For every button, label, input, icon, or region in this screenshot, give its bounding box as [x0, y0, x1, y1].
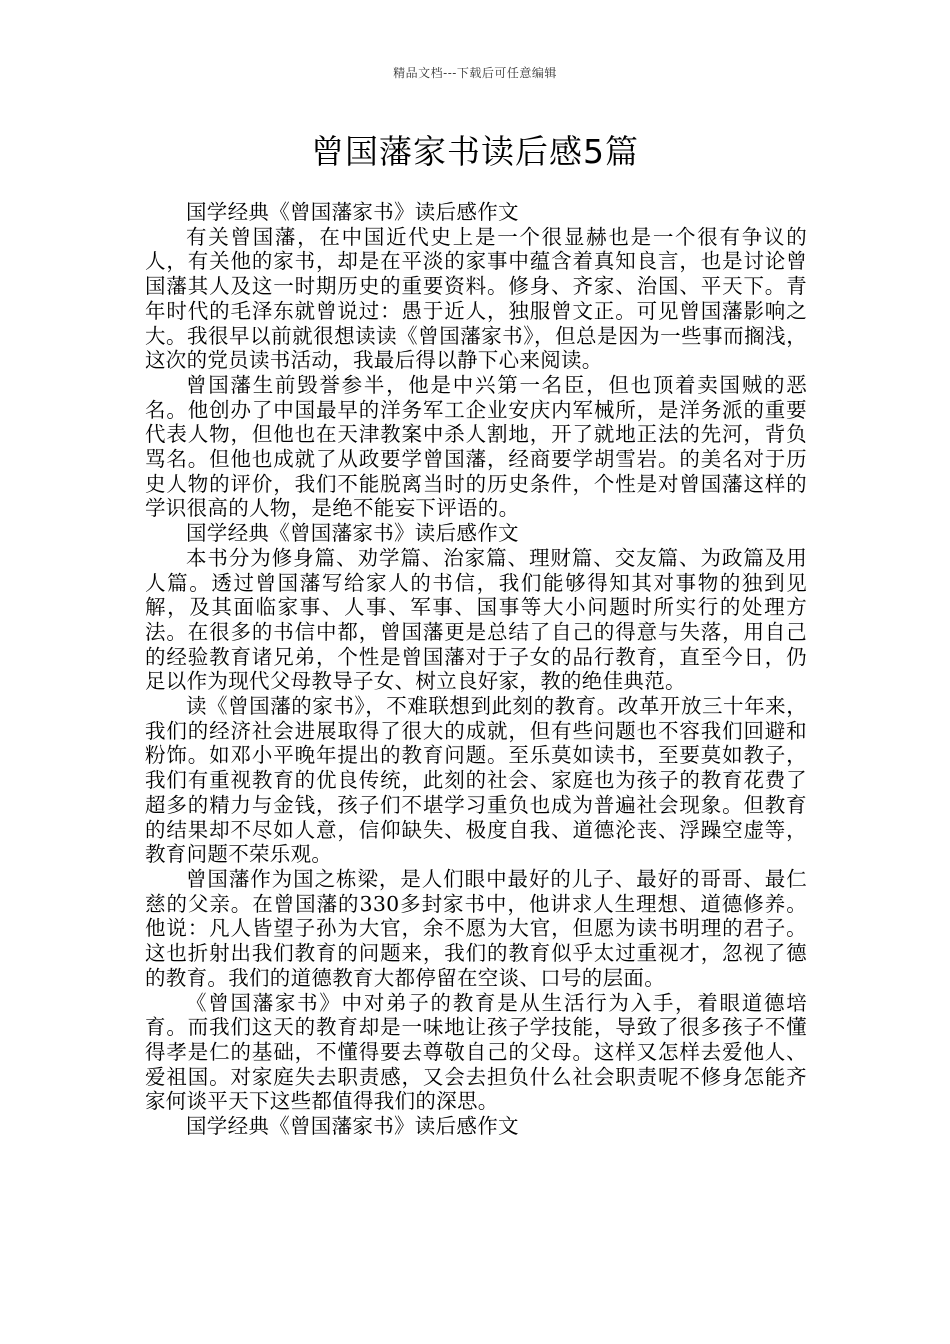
section-subheading: 国学经典《曾国藩家书》读后感作文 [186, 1114, 519, 1139]
document-body [145, 200, 807, 1139]
section-subheading: 国学经典《曾国藩家书》读后感作文 [186, 200, 519, 224]
body-paragraph: 曾国藩作为国之栋梁，是人们眼中最好的儿子、最好的哥哥、最仁慈的父亲。在曾国藩的330多封家书中，他讲求人生理想、道德修养。他说：凡人皆望子孙为大官，余不愿为大官，但愿为读书明理的君子。这也折射出我们教育的问题来，我们的教育似乎太过重视才，忽视了德的教育。我们的道德教育大都停留在空谈、口号的层面。 [145, 866, 807, 990]
header-note: 精品文档---下载后可任意编辑 [393, 66, 557, 80]
body-paragraph: 有关曾国藩，在中国近代史上是一个很显赫也是一个很有争议的人，有关他的家书，却是在平淡的家事中蕴含着真知良言，也是讨论曾国藩其人及这一时期历史的重要资料。修身、齐家、治国、平天下。青年时代的毛泽东就曾说过：愚于近人，独服曾文正。可见曾国藩影响之大。我很早以前就很想读读《曾国藩家书》，但总是因为一些事而搁浅，这次的党员读书活动，我最后得以静下心来阅读。 [145, 224, 807, 373]
body-paragraph: 《曾国藩家书》中对弟子的教育是从生活行为入手，着眼道德培育。而我们这天的教育却是一味地让孩子学技能，导致了很多孩子不懂得孝是仁的基础，不懂得要去尊敬自己的父母。这样又怎样去爱他人、爱祖国。对家庭失去职责感，又会去担负什么社会职责呢不修身怎能齐家何谈平天下这些都值得我们的深思。 [145, 990, 807, 1114]
body-paragraph: 读《曾国藩的家书》，不难联想到此刻的教育。改革开放三十年来，我们的经济社会进展取得了很大的成就，但有些问题也不容我们回避和粉饰。如邓小平晚年提出的教育问题。至乐莫如读书，至要莫如教子，我们有重视教育的优良传统，此刻的社会、家庭也为孩子的教育花费了超多的精力与金钱，孩子们不堪学习重负也成为普遍社会现象。但教育的结果却不尽如人意，信仰缺失、极度自我、道德沦丧、浮躁空虚等，教育问题不荣乐观。 [145, 694, 807, 867]
document-title: 曾国藩家书读后感5篇 [311, 132, 639, 171]
body-paragraph: 曾国藩生前毁誉参半，他是中兴第一名臣，但也顶着卖国贼的恶名。他创办了中国最早的洋务军工企业安庆内军械所，是洋务派的重要代表人物，但他也在天津教案中杀人割地，开了就地正法的先河，背负骂名。但他也成就了从政要学曾国藩，经商要学胡雪岩。的美名对于历史人物的评价，我们不能脱离当时的历史条件，个性是对曾国藩这样的学识很高的人物，是绝不能妄下评语的。 [145, 372, 807, 521]
body-paragraph: 本书分为修身篇、劝学篇、治家篇、理财篇、交友篇、为政篇及用人篇。透过曾国藩写给家人的书信，我们能够得知其对事物的独到见解，及其面临家事、人事、军事、国事等大小问题时所实行的处理方法。在很多的书信中都，曾国藩更是总结了自己的得意与失落，用自己的经验教育诸兄弟，个性是曾国藩对于子女的品行教育，直至今日，仍足以作为现代父母教导子女、树立良好家，教的绝佳典范。 [145, 545, 807, 694]
section-subheading: 国学经典《曾国藩家书》读后感作文 [186, 521, 519, 546]
